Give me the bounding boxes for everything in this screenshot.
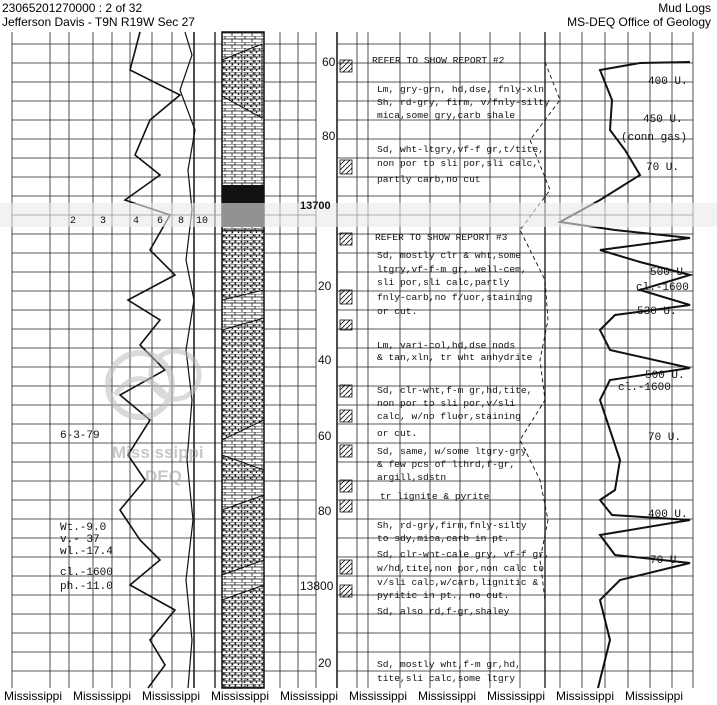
footer-watermark: Mississippi bbox=[418, 689, 477, 703]
lithology-line: fnly-carb,no f/uor,staining bbox=[377, 292, 533, 303]
footer-watermark: Mississippi bbox=[73, 689, 132, 703]
lithology-line: argill,sdstn bbox=[377, 472, 447, 483]
lithology-line: to sdy,mica,carb in pt. bbox=[377, 533, 510, 544]
gas-reading: 70 U. bbox=[646, 162, 680, 174]
lithology-line: mica,some gry,carb shale bbox=[377, 110, 516, 121]
lithology-line: Sd, mostly wht,f-m gr,hd, bbox=[377, 659, 521, 670]
lithology-column bbox=[222, 32, 264, 688]
lithology-line: non por to sli por,v/sli bbox=[377, 398, 516, 409]
sp-curve bbox=[120, 32, 180, 688]
gas-reading: 500 U. bbox=[645, 370, 685, 382]
svg-text:Mississippi: Mississippi bbox=[112, 443, 204, 462]
mud-viscosity-note: v.- 37 bbox=[60, 534, 100, 546]
lithology-line: & tan,xln, tr wht anhydrite bbox=[377, 352, 533, 363]
lithology-line: Lm, gry-grn, hd,dse, fnly-xln bbox=[377, 84, 544, 95]
lithology-line: partly carb,no cut bbox=[377, 174, 481, 185]
depth-tick: 60 bbox=[322, 55, 336, 69]
lithology-line: REFER TO SHOW REPORT #3 bbox=[375, 232, 508, 243]
svg-text:4: 4 bbox=[133, 216, 140, 227]
lithology-line: tr lignite & pyrite bbox=[380, 491, 490, 502]
depth-tick: 60 bbox=[318, 429, 332, 443]
lithology-line: REFER TO SHOW REPORT #2 bbox=[372, 55, 505, 66]
gas-reading: 450 U. bbox=[643, 114, 683, 126]
agency-name: MS-DEQ Office of Geology bbox=[567, 15, 711, 29]
depth-tick: 40 bbox=[318, 353, 332, 367]
footer-watermark: Mississippi bbox=[556, 689, 615, 703]
svg-text:3: 3 bbox=[100, 216, 107, 227]
depth-label-13800: 13800 bbox=[300, 579, 334, 593]
lithology-line: Sd, mostly clr & wht,some bbox=[377, 250, 521, 261]
document-type: Mud Logs bbox=[658, 1, 711, 15]
gas-reading: 70 U. bbox=[650, 555, 684, 567]
lithology-line: non por to sli por,sli calc, bbox=[377, 158, 539, 169]
lithology-descriptions bbox=[372, 55, 550, 684]
footer-watermark: Mississippi bbox=[211, 689, 270, 703]
depth-tick: 80 bbox=[322, 129, 336, 143]
depth-tick: 20 bbox=[318, 656, 332, 670]
svg-text:10: 10 bbox=[196, 216, 209, 227]
lithology-line: Sh, rd-gry,firm,fnly-silty bbox=[377, 520, 527, 531]
lithology-line: Sd, also rd,f-gr,shaley bbox=[377, 606, 510, 617]
lithology-line: Sd, clr-wht,f-m gr,hd,tite, bbox=[377, 385, 533, 396]
lithology-line: w/hd,tite,non por,non calc to bbox=[377, 563, 544, 574]
svg-text:8: 8 bbox=[178, 216, 185, 227]
lithology-line: pyritic in pt., no cut. bbox=[377, 590, 510, 601]
footer-watermark: Mississippi bbox=[625, 689, 684, 703]
gas-reading: 400 U. bbox=[648, 76, 688, 88]
depth-label-13700: 13700 bbox=[300, 200, 331, 212]
lithology-line: & few pcs of lthrd,f-gr, bbox=[377, 459, 516, 470]
chloride-note: cl.-1600 bbox=[60, 567, 113, 579]
document-id: 23065201270000 : 2 of 32 bbox=[2, 1, 143, 15]
footer-watermark: Mississippi bbox=[4, 689, 63, 703]
svg-text:2: 2 bbox=[70, 216, 77, 227]
mud-date-note: 6-3-79 bbox=[60, 430, 100, 442]
gas-reading: 530 U. bbox=[637, 306, 677, 318]
deq-watermark bbox=[108, 351, 204, 486]
water-loss-note: wl.-17.4 bbox=[60, 546, 113, 558]
lithology-line: ltgry,vf-f-m gr, well-cem, bbox=[377, 264, 527, 275]
gas-reading: 70 U. bbox=[648, 432, 682, 444]
mud-weight-note: Wt.-9.0 bbox=[60, 522, 107, 534]
lithology-line: v/sli calc,w/carb,lignitic & bbox=[377, 577, 539, 588]
svg-text:DEQ: DEQ bbox=[145, 467, 182, 486]
well-location: Jefferson Davis - T9N R19W Sec 27 bbox=[2, 15, 195, 29]
lithology-line: Sd, clr-wht-cale gry, vf-f gr, bbox=[377, 549, 550, 560]
gas-reading: cl.-1600 bbox=[636, 282, 689, 294]
lithology-line: Sd, same, w/some ltgry-gry bbox=[377, 446, 527, 457]
gas-reading: 500 U. bbox=[650, 267, 690, 279]
lithology-line: or cut. bbox=[377, 428, 418, 439]
lithology-line: tite,sli calc,some ltgry bbox=[377, 673, 516, 684]
lithology-line: Lm, vari-col,hd,dse nods bbox=[377, 340, 516, 351]
lithology-line: or cut. bbox=[377, 306, 418, 317]
lithology-line: Sd, wht-ltgry,vf-f gr,t/tite, bbox=[377, 144, 544, 155]
left-depth-lines bbox=[12, 44, 316, 671]
depth-tick: 20 bbox=[318, 279, 332, 293]
porosity-marks bbox=[340, 60, 352, 597]
lithology-line: calc, w/no fluor,staining bbox=[377, 411, 521, 422]
ph-note: ph.-11.0 bbox=[60, 581, 113, 593]
svg-text:6: 6 bbox=[157, 216, 164, 227]
footer-watermark: Mississippi bbox=[349, 689, 408, 703]
depth-tick: 80 bbox=[318, 504, 332, 518]
gas-reading: cl.-1600 bbox=[618, 382, 671, 394]
gas-reading: 400 U. bbox=[648, 509, 688, 521]
footer-watermark-row bbox=[0, 689, 717, 705]
lithology-line: sli por,sli calc,partly bbox=[377, 277, 510, 288]
gas-reading: (conn gas) bbox=[621, 132, 688, 144]
footer-watermark: Mississippi bbox=[487, 689, 546, 703]
lithology-line: Sh, rd-gry, firm, v/fnly-silty bbox=[377, 97, 550, 108]
footer-watermark: Mississippi bbox=[142, 689, 201, 703]
footer-watermark: Mississippi bbox=[280, 689, 339, 703]
